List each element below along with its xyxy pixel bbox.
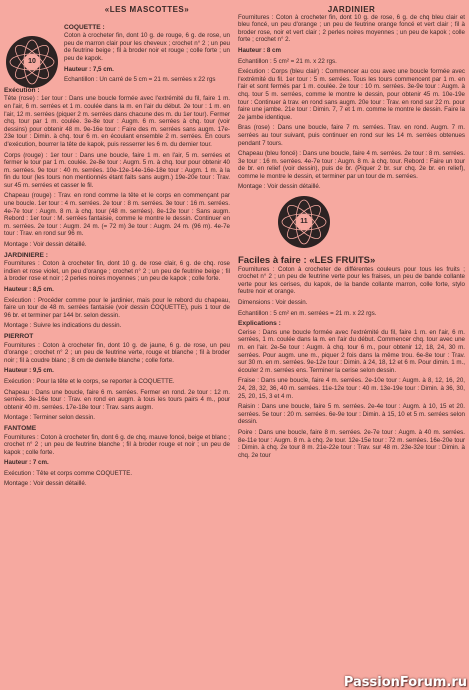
right-column xyxy=(238,0,465,462)
coquette-chapeau: Chapeau (rouge) : Trav. en rond comme la tête et le corps en commençant par une boucle. 1er tour : 4 m. serrées. 2e tour : 8 m. serrées. 3e tour : 16 m. serrées. 4e-7e tour : Augm. 8 m. à chq. tour (48 m. serrées). 8e-12e tour : Sans augm. Rebord : 1er tour : M. serrées fantaisie, comme le montre le dessin. Continuer en m. serrées. 2e tour : Augm. 24 m. (= 72 m) 3e tour : Augm. 24 m. (96 m). 4e-7e tour : Trav. en rond sur 96 m. xyxy=(4,192,230,238)
badge-10 xyxy=(6,36,58,88)
cerise-text: Cerise : Dans une boucle formée avec l'extrémité du fil, faire 1 m. en l'air, 6 m. serrées, 1 m. coulée dans la m. en l'air du début. Commencer chq. tour avec une m. en l'air. 2e-5e tour : Augm. à chq. tour 6 m., pour obtenir 12, 18, 24, 30 m. serrées. Pour augm. une m., piquer 2 fois dans la même trou. 6e-8e tour : Trav. sur 30 m. en m. serrées. 9e-12e tour : Dimin. à 24, 18, 12 et 6 m. Pour dimin. 1 m., écouler 2 m. serrées ens. Terminer la cerise selon dessin. xyxy=(238,328,465,374)
pierrot-montage: Montage : Terminer selon dessin. xyxy=(4,414,96,422)
coquette-hauteur: Hauteur : 7,5 cm. xyxy=(64,65,114,73)
fantome-montage: Montage : Voir dessin détaillé. xyxy=(4,480,87,488)
jardinier-execution: Exécution : Corps (bleu clair) : Commencer au cou avec une boucle formée avec l'extrémité du fil. 1er tour : 5 m. serrées. Tous les tours commencent par 1 m. en l'air et sont fermés par 1 m. coulée. 2e tour : 10 m. serrées. 3e-9e tour : Augm. à chq. tour 5 m. serrées, comme le montre le dessin, pour obtenir 45 m. 10e-19e tour : Continuer à trav. en rond sans augm. 20e tour : Trav. en rond sur 22 m. pour faire une jambe. 21e tour : Dimin. 7, 7 et 1 m. comme le montre le dessin. Faire la 2e jambe identique. xyxy=(238,68,465,121)
coquette-echantillon: Echantillon : Un carré de 5 cm = 21 m. serrées x 22 rgs xyxy=(64,76,216,84)
fantome-fournitures: Fournitures : Coton à crocheter fin, dont 6 g. de chq. mauve foncé, beige et blanc ; crochet n° 2 ; un peu de feutrine blanche ; fil à broder rouge et noir ; un peu de kapok ; colle forte. xyxy=(4,433,230,456)
fantome-execution: Exécution : Tête et corps comme COQUETTE. xyxy=(4,469,133,477)
pierrot-execution: Exécution : Pour la tête et le corps, se reporter à COQUETTE. xyxy=(4,377,175,385)
jardiniere-fournitures: Fournitures : Coton à crocheter fin, dont 10 g. de rose clair, 6 g. de chq. rose indien et rose violet, un peu d'orange ; crochet n° 2 ; un peu de feutrine beige ; fil à broder rose et noir ; 2 perles noires moyennes ; un peu de kapok ; colle forte. xyxy=(4,260,230,283)
badge-number: 11 xyxy=(296,214,312,230)
pierrot-hauteur: Hauteur : 9,5 cm. xyxy=(4,367,54,375)
coquette-fournitures: Coton à crocheter fin, dont 10 g. de rouge, 6 g. de rose, un peu de marron clair pour les cheveux ; crochet n° 2 ; un peu de feutrine beige ; fil à broder noir et rouge ; colle forte ; un peu de kapok. xyxy=(64,32,230,62)
fruits-title: Faciles à faire : «LES FRUITS» xyxy=(238,255,376,267)
jardiniere-hauteur: Hauteur : 8,5 cm. xyxy=(4,286,54,293)
badge-number: 10 xyxy=(24,54,40,70)
jardinier-hauteur: Hauteur : 8 cm xyxy=(238,46,281,54)
jardiniere-montage: Montage : Suivre les indications du dessin. xyxy=(4,322,122,330)
jardinier-title: JARDINIER xyxy=(327,5,376,14)
mascottes-title: «LES MASCOTTES» xyxy=(104,5,190,14)
fantome-heading: FANTOME xyxy=(4,424,37,432)
coquette-heading: COQUETTE : xyxy=(64,23,105,31)
fruits-echantillon: Echantillon : 5 cm² en m. serrées = 21 m. x 22 rgs. xyxy=(238,309,377,317)
jardiniere-heading: JARDINIERE : xyxy=(4,251,48,259)
fantome-hauteur: Hauteur : 7 cm. xyxy=(4,459,49,467)
jardinier-chapeau: Chapeau (bleu foncé) : Dans une boucle, faire 4 m. serrées. 2e tour : 8 m. serrées. 3e tour : 16 m. serrées. 4e-7e tour : Augm. 8 m. à chq. tour. Rebord : Faire un tour de br. en relief (voir dessin), puis de br. (Piquer 2 br. sur chq. 2e br. en relief), comme le montre le dessin, et terminer par un tour de m. serrées. xyxy=(238,150,465,180)
poire-text: Poire : Dans une boucle, faire 8 m. serrées. 2e-7e tour : Augm. à 40 m. serrées. 8e-11e tour : Augm. 8 m. à chq. 2e tour. 12e-15e tour : 72 m. serrées. 16e-20e tour : Dimin. à chq. 2e tour 8 m. 21e-22e tour : Trav. sur 48 m. 23e-32e tour : Dimin. à chq. 2e tour xyxy=(238,428,465,459)
jardinier-echantillon: Echantillon : 5 cm² = 21 m. x 22 rgs. xyxy=(238,57,337,65)
fraise-text: Fraise : Dans une boucle, faire 4 m. serrées. 2e-10e tour : Augm. à 8, 12, 16, 20, 24, 28, 32, 36, 40 m. serrées. 11e-12e tour : 40 m. 13e-19e tour : Dimin. à 36, 30, 25, 20, 15, 3 et 4 m. xyxy=(238,377,465,400)
pierrot-chapeau: Chapeau : Dans une boucle, faire 6 m. serrées. Fermer en rond. 2e tour : 12 m. serrées. 3e-16e tour : Trav. en rond en augm. à tous les tours pairs 4 m., pour obtenir 40 m. serrées. 17e-18e tour : Trav. sans augm. xyxy=(4,388,230,411)
jardinier-montage: Montage : Voir dessin détaillé. xyxy=(238,183,321,191)
coquette-tete: Tête (rose) : 1er tour : Dans une boucle formée avec l'extrémité du fil, faire 1 m. en l'air, 6 m. serrées et 1 m. coulée dans la m. en l'air du début. 2e tour : 1 m. en l'air, 12 m. serrées (piquer 2 m. serrées dans chacune des m. du 1er tour). Fermer chq. tour par 1 m. coulée. 3e-8e tour : Augm. 6 m. serrées à chq. tour (voir dessins) pour obtenir 48 m. 9e-16e tour : Faire des m. serrées sans augm. 17e-23e tour : Dimin. à chq. tour 6 m. en écoulant ensemble 2 m. serrées. En cours d'exécution, bourrer la tête de kapok, puis resserrer les 6 m. du dernier tour. xyxy=(4,95,230,148)
raisin-text: Raisin : Dans une boucle, faire 5 m. serrées. 2e-4e tour : Augm. à 10, 15 et 20. serrées. 5e tour : 20 m. serrées. 6e-9e tour : Dimin. à 15, 10 et 5 m. serrées selon dessin. xyxy=(238,403,465,426)
coquette-execution-heading: Exécution : xyxy=(4,86,40,94)
badge-11 xyxy=(278,196,330,248)
badge-11-area xyxy=(238,194,465,254)
watermark: PassionForum.ru xyxy=(343,675,467,690)
pierrot-heading: PIERROT xyxy=(4,332,34,340)
fruits-explications: Explications : xyxy=(238,320,281,328)
jardinier-bras: Bras (rose) : Dans une boucle, faire 7 m. serrées. Trav. en rond. Augm. 7 m. serrées au tour suivant, puis continuer en rond sur les 14 m. serrées obtenues pendant 7 tours. xyxy=(238,124,465,147)
fruits-dimensions: Dimensions : Voir dessin. xyxy=(238,299,308,307)
fruits-fournitures: Fournitures : Coton à crocheter de différentes couleurs pour tous les fruits ; crochet n° 2 ; un peu de feutrine verte pour les fraises, un peu de bande collante verte pour les cerises, du kapok, de la bande collante marron, colle forte, stylo feutre noir et orange. xyxy=(238,265,465,296)
coquette-montage: Montage : Voir dessin détaillé. xyxy=(4,241,87,249)
jardiniere-execution: Exécution : Procéder comme pour le jardinier, mais pour le rebord du chapeau, faire un tour de 48 m. serrées fantaisie (voir dessin COQUETTE), puis 1 tour de 96 br. et terminer par 144 br. selon dessin. xyxy=(4,296,230,319)
left-column xyxy=(4,0,230,491)
coquette-corps: Corps (rouge) : 1er tour : Dans une boucle, faire 1 m. en l'air, 5 m. serrées et fermer le tour par 1 m. coulée. 2e-8e tour : Augm. 5 m. à chq. tour pour obtenir 40 m. serrées. 9e tour : 40 m. serrées. 10e-12e-14e-16e-18e tour : Augm. 1 m. à la fin du tour (les tours non mentionnés étant faits sans augm.) 19e-20e tour : Trav. sur 45 m. serrées et casser le fil. xyxy=(4,151,230,189)
pierrot-fournitures: Fournitures : Coton à crocheter fin, dont 10 g. de jaune, 6 g. de rose, un peu d'orange ; crochet n° 2 ; un peu de feutrine verte, rouge et blanche ; fil à broder noir ; fil à coudre blanc ; 8 cm de dentelle blanche ; colle forte. xyxy=(4,341,230,364)
jardinier-fournitures: Fournitures : Coton à crocheter fin, dont 10 g. de rose, 6 g. de chq bleu clair et bleu foncé, un peu d'orange ; un peu de feutrine orange foncé et vert clair ; fil à broder rose, noir et vert clair ; 2 perles noires moyennes ; un peu de kapok ; colle forte ; crochet n° 2. xyxy=(238,13,465,44)
